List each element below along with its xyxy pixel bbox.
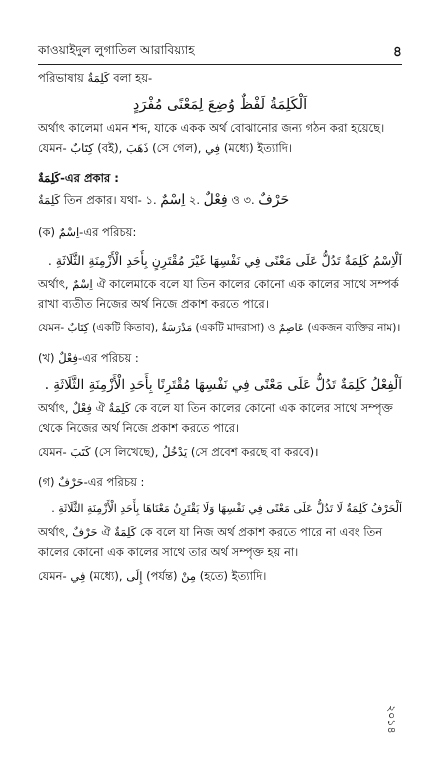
example-arabic: عَاصِمٌ — [278, 322, 305, 334]
page-number: ৪ — [392, 44, 402, 60]
ism-definition-arabic: اَلْاِسْمُ كَلِمَةٌ تَدُلُّ عَلَى مَعْنًى فِي نَفْسِهَا غَيْرَ مُقْتَرِنٍ بِأَحَدِ الْأَزْمِنَةِ الثَّلَاثَةِ . — [47, 253, 402, 268]
harf-definition-arabic: اَلْحَرْفُ كَلِمَةٌ لَا تَدُلُّ عَلَى مَعْنًى فِي نَفْسِهَا وَلَا يَقْتَرِنُ مَعْنَاهَا بِأَحَدِ الْأَزْمِنَةِ الثَّلَاثَةِ . — [51, 502, 402, 515]
example-gloss: (একজন ব্যক্তির নাম)। — [307, 322, 401, 334]
meaning-text: ঐ কালেমাকে বলে যা তিন কালের কোনো এক কালের সাথে সম্পর্ক রাখা ব্যতীত নিজের অর্থ নিজে প্রকাশ করতে পারে। — [38, 277, 399, 311]
kalima-examples — [38, 138, 402, 158]
types-heading-text: -এর প্রকার : — [60, 171, 119, 185]
example-arabic: فِي — [205, 141, 221, 155]
kalima-definition-arabic: اَلْكَلِمَةُ لَفْظٌ وُضِعَ لِمَعْنًى مُفْرَدٍ — [132, 97, 308, 113]
running-title: কাওয়াইদুল লুগাতিল আরাবিয়্যাহ — [38, 43, 195, 57]
definition-intro-line — [38, 68, 402, 88]
types-line-arabic: كَلِمَةٌ — [38, 193, 61, 207]
ism-heading-arabic: اِسْمٌ — [58, 225, 80, 239]
section-marker: (গ) — [38, 475, 55, 489]
ism-meaning — [38, 274, 402, 314]
types-line-text: তিন প্রকার। যথা- — [63, 193, 142, 207]
meaning-connector: ঐ — [95, 401, 105, 415]
definition-term-arabic: كَلِمَةٌ — [87, 71, 110, 85]
type-harf: حَرْفٌ — [258, 192, 290, 208]
meaning-arabic: اِسْمٌ — [72, 277, 93, 291]
example-arabic: كَتَبَ — [70, 445, 91, 459]
harf-heading — [38, 472, 402, 492]
example-arabic: فِي — [70, 569, 86, 583]
type-number: ১. — [145, 193, 157, 207]
fil-examples — [38, 442, 402, 462]
example-gloss: (হতে) ইত্যাদি। — [199, 569, 267, 583]
meaning-arabic: كَلِمَةٌ — [114, 525, 137, 539]
type-number: ৩. — [243, 193, 255, 207]
example-gloss: (মধ্যে), — [89, 569, 123, 583]
harf-meaning — [38, 522, 402, 562]
ism-examples — [38, 318, 402, 338]
harf-heading-arabic: حَرْفٌ — [58, 475, 84, 489]
definition-label: পরিভাষায় — [38, 71, 84, 85]
example-gloss: (একটি মাদরাসা) ও — [195, 322, 276, 334]
example-prefix: যেমন- — [38, 322, 65, 334]
type-number: ২. — [188, 193, 200, 207]
example-arabic: كِتَابٌ — [70, 141, 94, 155]
example-arabic: ذَهَبَ — [125, 141, 149, 155]
example-gloss: (একটি কিতাব), — [92, 322, 159, 334]
meaning-connector: ঐ — [101, 525, 111, 539]
types-heading-arabic: كَلِمَةٌ — [38, 171, 61, 185]
example-gloss: (সে প্রবেশ করছে বা করবে)। — [190, 445, 319, 459]
kalima-meaning: অর্থাৎ কালেমা এমন শব্দ, যাকে একক অর্থ বোঝানোর জন্য গঠন করা হয়েছে। — [38, 121, 385, 135]
example-arabic: إِلَى — [126, 569, 143, 583]
ism-heading-text: -এর পরিচয়: — [79, 225, 137, 239]
fil-heading — [38, 348, 402, 368]
fil-heading-arabic: فِعْلٌ — [58, 351, 78, 365]
meaning-prefix: অর্থাৎ, — [38, 277, 69, 291]
ism-heading — [38, 222, 402, 242]
meaning-arabic: فِعْلٌ — [72, 401, 92, 415]
example-prefix: যেমন- — [38, 445, 67, 459]
example-arabic: مِنْ — [181, 569, 197, 583]
type-ism: اِسْمٌ — [160, 192, 186, 208]
fil-heading-text: -এর পরিচয় : — [77, 351, 139, 365]
harf-heading-text: -এর পরিচয় : — [83, 475, 145, 489]
type-fil: فِعْلٌ — [203, 192, 228, 208]
definition-suffix: বলা হয়- — [113, 71, 153, 85]
example-prefix: যেমন- — [38, 569, 67, 583]
example-gloss: (সে গেল), — [152, 141, 202, 155]
meaning-text: কে বলে যা নিজ অর্থ প্রকাশ করতে পারে না এবং তিন কালের কোনো এক কালের সাথে তার অর্থ সম্পৃক্ত হয় না। — [38, 525, 383, 559]
example-arabic: مَدْرَسَةٌ — [161, 322, 193, 334]
meaning-prefix: অর্থাৎ, — [38, 525, 69, 539]
harf-examples — [38, 566, 402, 586]
section-marker: (খ) — [38, 351, 55, 365]
meaning-arabic: كَلِمَةٌ — [108, 401, 131, 415]
page-header — [38, 40, 402, 65]
fil-definition-arabic: اَلْفِعْلُ كَلِمَةٌ تَدُلُّ عَلَى مَعْنًى فِي نَفْسِهَا مُقْتَرِنًا بِأَحَدِ الْأَزْمِنَةِ الثَّلَاثَةِ . — [44, 377, 402, 393]
example-prefix: যেমন- — [38, 141, 67, 155]
types-heading — [38, 168, 402, 188]
meaning-prefix: অর্থাৎ, — [38, 401, 69, 415]
types-list — [38, 188, 402, 212]
example-arabic: كِتَابٌ — [67, 322, 89, 334]
example-gloss: (মধ্যে) ইত্যাদি। — [223, 141, 292, 155]
type-conjunction: ও — [231, 193, 240, 207]
meaning-arabic: حَرْفٌ — [72, 525, 98, 539]
margin-mark: ২০১৪ — [385, 705, 398, 734]
meaning-text: কে বলে যা তিন কালের কোনো এক কালের সাথে সম্পৃক্ত থেকে নিজের অর্থ নিজে প্রকাশ করতে পারে। — [38, 401, 393, 435]
example-gloss: (সে লিখেছে), — [94, 445, 159, 459]
example-gloss: (পর্যন্ত) — [146, 569, 178, 583]
example-gloss: (বই), — [97, 141, 123, 155]
fil-meaning — [38, 398, 402, 438]
page-content — [38, 68, 402, 586]
example-arabic: يَدْخُلُ — [162, 445, 188, 459]
section-marker: (ক) — [38, 225, 56, 239]
